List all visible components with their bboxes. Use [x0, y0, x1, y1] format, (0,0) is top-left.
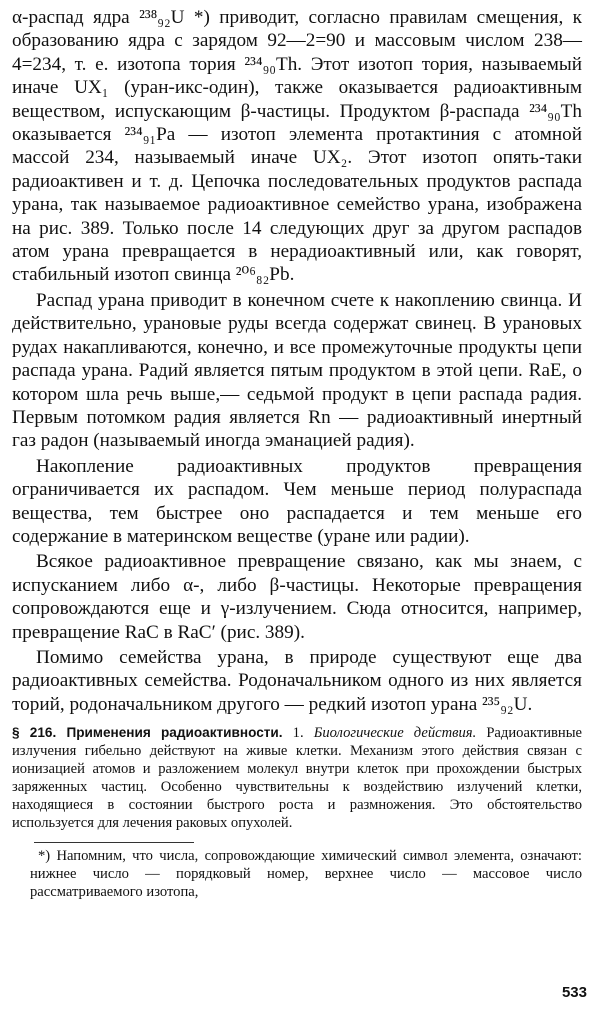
paragraph-1: α-распад ядра ²³⁸₉₂U *) приводит, согласно правилам смещения, к образованию ядра с зарядом 92—2=90 и массовым числом 238—4=234, т. е. изотопа тория ²³⁴₉₀Th. Этот изотоп тория, называемый иначе UX₁ (уран-икс-один), также оказывается радиоактивным веществом, испускающим β-частицы. Продуктом β-распада ²³⁴₉₀Th оказывается ²³⁴₉₁Pa — изотоп элемента протактиния с атомной массой 234, называемый иначе UX₂. Этот изотоп опять-таки радиоактивен и т. д. Цепочка последовательных продуктов распада урана, так называемое радиоактивное семейство урана, изображена на рис. 389. Только после 14 следующих друг за другом распадов атом урана превращается в нерадиоактивный или, как говорят, стабильный изотоп свинца ²⁰⁶₈₂Pb. [12, 7, 582, 286]
footnote: *) Напомним, что числа, сопровождающие химический символ элемента, означают: нижнее число — порядковый номер, верхнее число — массовое число рассматриваемого изотопа, [30, 848, 582, 901]
section-item-number: 1. [292, 725, 304, 742]
footnote-divider [34, 842, 194, 843]
paragraph-4: Всякое радиоактивное превращение связано, как мы знаем, с испусканием либо α-, либо β-частицы. Некоторые превращения сопровождаются еще и γ-излучением. Сюда относится, например, превращение RaC в RaC′ (рис. 389). [12, 551, 582, 643]
page-body [12, 6, 582, 901]
paragraph-3: Накопление радиоактивных продуктов превращения ограничивается их распадом. Чем меньше период полураспада вещества, тем быстрее оно распадается и тем меньше его содержание в материнском веществе (уране или радии). [12, 455, 582, 547]
section-subtitle: Биологические действия. [313, 725, 477, 742]
page-number: 533 [561, 984, 587, 1001]
section-title: § 216. Применения радиоактивности. [12, 725, 283, 741]
section-216 [12, 724, 582, 832]
paragraph-5: Помимо семейства урана, в природе существуют еще два радиоактивных семейства. Родоначальником одного из них является торий, родоначальником другого — редкий изотоп урана ²³⁵₉₂U. [12, 646, 582, 715]
paragraph-2: Распад урана приводит в конечном счете к накоплению свинца. И действительно, урановые руды всегда содержат свинец. В урановых рудах накапливаются, конечно, и все промежуточные продукты цепи распада урана. Радий является пятым продуктом в этой цепи. RaE, о котором шла речь выше,— седьмой продукт в цепи распада радия. Первым потомком радия является Rn — радиоактивный инертный газ радон (называемый иногда эманацией радия). [12, 289, 582, 452]
section-text: Радиоактивные излучения гибельно действуют на живые клетки. Механизм этого действия связан с ионизацией атомов и разложением молекул внутри клеток при прохождении быстрых заряженных частиц. Особенно чувствительны к воздействию излучений клетки, находящиеся в состоянии быстрого роста и размножения. Это обстоятельство используется для лечения раковых опухолей. [12, 725, 582, 832]
